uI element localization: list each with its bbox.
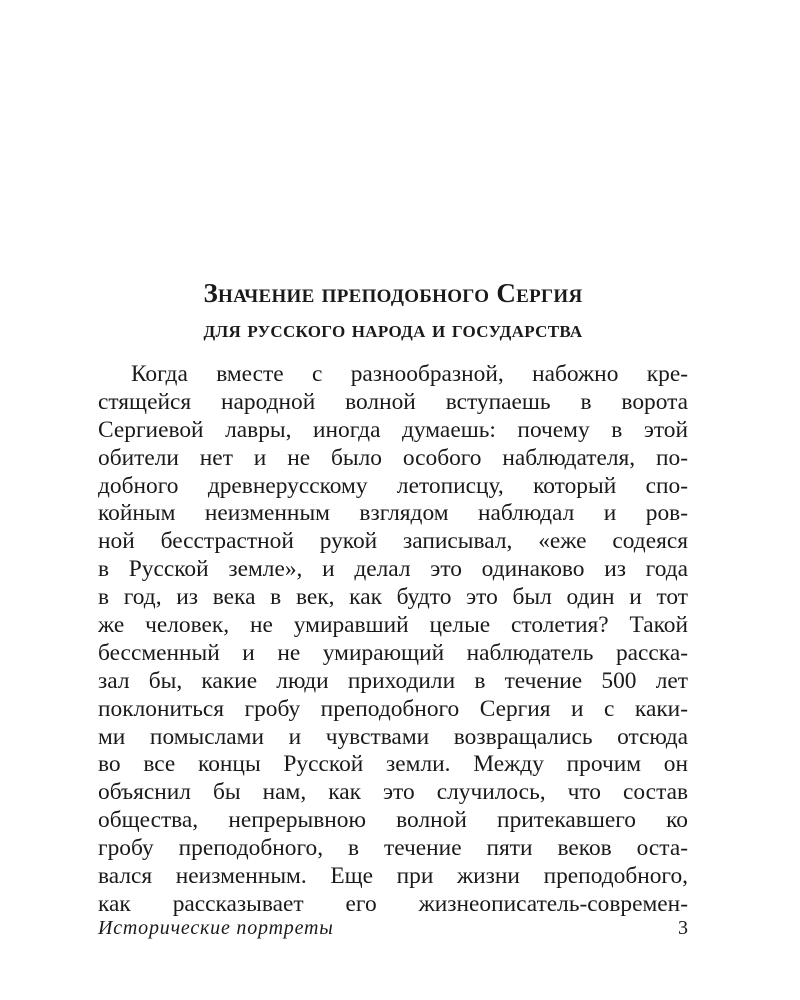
text-line: объяснил бы нам, как это случилось, что состав — [98, 779, 688, 806]
chapter-heading — [98, 274, 688, 347]
text-line: добного древнерусскому летописцу, который спо- — [98, 472, 688, 499]
page-number: 3 — [678, 917, 688, 939]
text-line: в Русской земле», и делал это одинаково из года — [98, 556, 688, 583]
chapter-heading-line-1: Значение преподобного Сергия — [203, 278, 583, 308]
text-line: койным неизменным взглядом наблюдал и ров- — [98, 500, 688, 527]
text-line: вался неизменным. Еще при жизни преподобного, — [98, 863, 688, 890]
text-line: Когда вместе с разнообразной, набожно кре- — [131, 361, 688, 387]
text-line: Сергиевой лавры, иногда думаешь: почему в этой — [98, 416, 688, 443]
text-line: в год, из века в век, как будто это был один и тот — [98, 584, 688, 611]
text-line: поклониться гробу преподобного Сергия и с каки- — [98, 695, 688, 722]
text-line: во все концы Русской земли. Между прочим он — [98, 751, 688, 778]
chapter-heading-line-2: для русского народа и государства — [203, 317, 583, 343]
text-line: ной бесстрастной рукой записывал, «еже содеяся — [98, 528, 688, 555]
body-paragraph — [98, 361, 688, 919]
page-footer — [98, 913, 688, 943]
text-line: гробу преподобного, в течение пяти веков оста- — [98, 835, 688, 862]
text-line: стящейся народной волной вступаешь в ворота — [98, 388, 688, 415]
text-line: бессменный и не умирающий наблюдатель расска- — [98, 639, 688, 666]
text-line: ми помыслами и чувствами возвращались отсюда — [98, 723, 688, 750]
text-line: обители нет и не было особого наблюдателя, по- — [98, 444, 688, 471]
text-line: же человек, не умиравший целые столетия? Такой — [98, 612, 688, 639]
running-title: Исторические портреты — [98, 917, 334, 939]
text-line: зал бы, какие люди приходили в течение 500 лет — [98, 667, 688, 694]
text-line: общества, непрерывною волной притекавшего ко — [98, 807, 688, 834]
text-line: как рассказывает его жизнеописатель-современ- — [98, 890, 688, 917]
